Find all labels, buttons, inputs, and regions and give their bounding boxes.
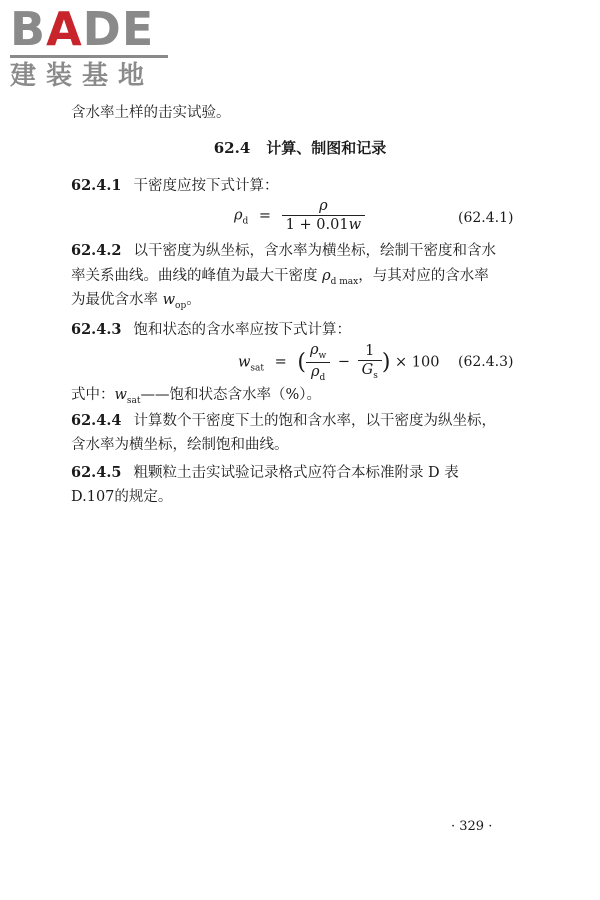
heading-title: 计算、制图和记录 [266,139,387,157]
clause-62-4-2-line2: 率关系曲线。曲线的峰值为最大干密度 $\rho_{d max}$，与其对应的含水率 [71,268,489,287]
logo-wordmark: BADE [10,2,155,56]
clause-text: 干密度应按下式计算： [133,178,279,194]
clause-62-4-2-line3: 为最优含水率 $w_{op}$。 [71,292,201,311]
clause-62-4-2 [71,241,496,261]
equation-62-4-3: $w_{sat}$ = ( $\frac{\rho_w}{\rho_d}$ − $\frac{1}{G_s}$ ) × 100 [238,342,440,383]
heading-number: 62.4 [213,139,251,157]
equation-fraction-2: $\frac{1}{G_s}$ [358,343,382,381]
equation-62-4-1: $\rho_d$ = $\frac{\rho}{1 + 0.01w}$ [234,198,365,233]
equation-fraction: $\frac{\rho}{1 + 0.01w}$ [282,198,365,233]
clause-number: 62.4.1 [71,177,122,194]
watermark-logo [10,4,180,91]
clause-number: 62.4.5 [71,464,122,481]
equation-number: (62.4.1) [458,210,514,226]
clause-number: 62.4.2 [71,242,122,259]
clause-text: 计算数个干密度下土的饱和含水率，以干密度为纵坐标， [133,413,496,429]
clause-number: 62.4.3 [71,321,122,338]
equation-fraction-1: $\frac{\rho_w}{\rho_d}$ [306,342,330,383]
clause-62-4-4 [71,411,496,431]
clause-number: 62.4.4 [71,412,122,429]
clause-62-4-5-line2: D.107的规定。 [71,489,173,505]
page-number: · 329 · [451,819,493,834]
clause-text: 饱和状态的含水率应按下式计算： [133,322,351,338]
clause-62-4-4-line2: 含水率为横坐标，绘制饱和曲线。 [71,437,289,453]
clause-62-4-1 [71,176,278,196]
continuation-line: 含水率土样的击实试验。 [71,105,231,121]
clause-62-4-3 [71,320,351,340]
clause-text: 粗颗粒土击实试验记录格式应符合本标准附录 D 表 [133,465,459,481]
where-line: 式中：$w_{sat}——$饱和状态含水率（%）。 [71,387,322,406]
logo-chinese: 建装基地 [10,61,155,91]
clause-62-4-5 [71,463,459,483]
clause-text: 以干密度为纵坐标，含水率为横坐标，绘制干密度和含水 [133,243,496,259]
section-heading [0,137,600,158]
equation-number: (62.4.3) [458,354,514,370]
